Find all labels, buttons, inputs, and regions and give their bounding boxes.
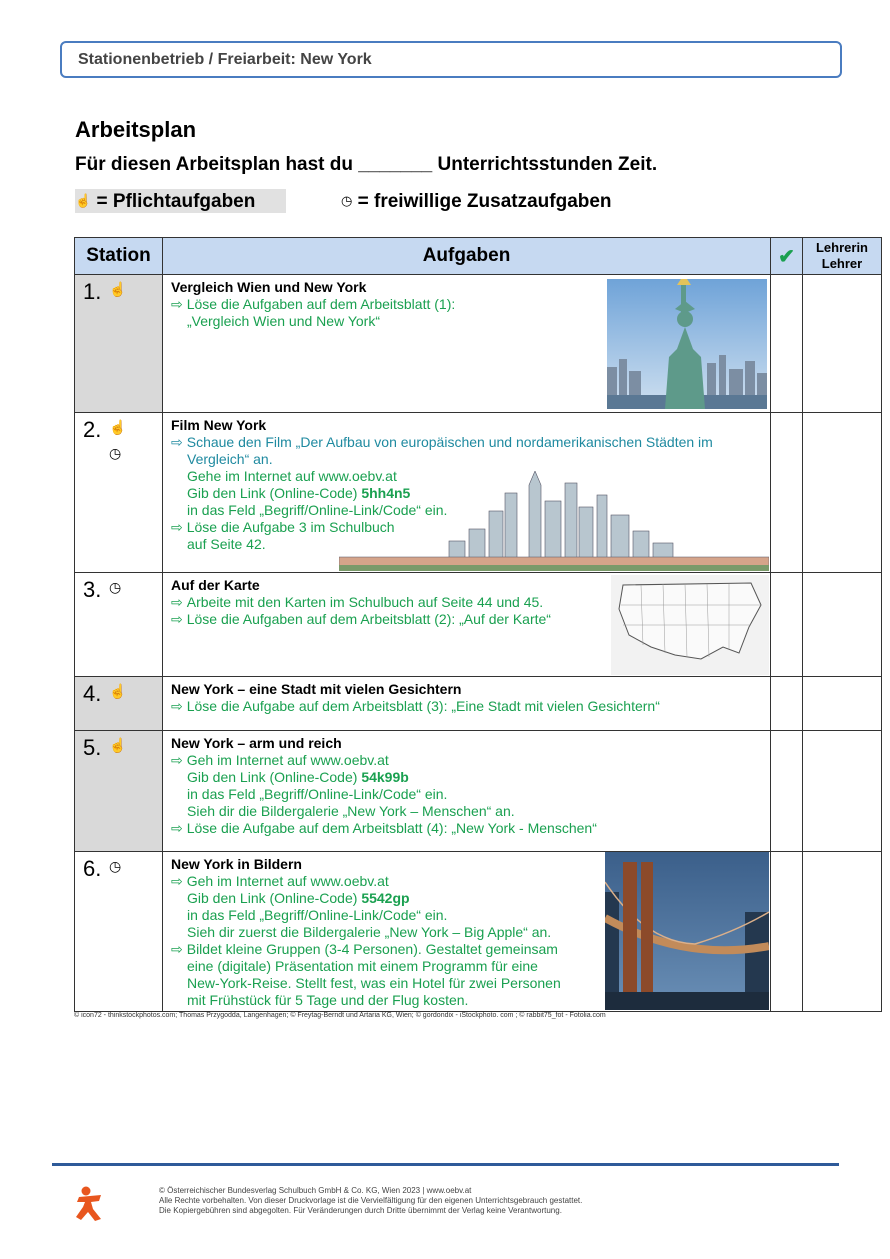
image-credits: © icon72 - thinkstockphotos.com; Thomas Przygodda, Langenhagen; © Freytag-Berndt und Artaria KG, Wien; © gordondix - iStockphoto. com ; © rabbit75_fot - Fotolia.com — [74, 1012, 606, 1019]
task-line-text: Löse die Aufgaben auf dem Arbeitsblatt (2): „Auf der Karte“ — [186, 611, 551, 627]
arrow-right-icon: ⇨ — [171, 752, 183, 768]
task-title: New York – eine Stadt mit vielen Gesichtern — [171, 681, 462, 697]
task-line — [171, 485, 762, 502]
task-cell — [163, 275, 771, 413]
teacher-cell — [803, 852, 882, 1012]
legend-optional — [341, 189, 612, 213]
arrow-right-icon: ⇨ — [171, 941, 183, 957]
teacher-cell — [803, 275, 882, 413]
header-tasks: Aufgaben — [163, 238, 771, 275]
task-cell — [163, 573, 771, 677]
table-header-row — [75, 238, 882, 275]
task-line — [171, 594, 762, 611]
task-line-text: in das Feld „Begriff/Online-Link/Code“ ein. — [187, 786, 448, 802]
table-row — [75, 731, 882, 852]
task-line — [171, 907, 762, 924]
table-row — [75, 677, 882, 731]
task-title: Auf der Karte — [171, 577, 260, 593]
task-title: New York in Bildern — [171, 856, 302, 872]
clock-icon: ◷ — [109, 579, 122, 595]
task-line — [171, 536, 762, 553]
check-cell — [771, 731, 803, 852]
station-number: 6. — [83, 856, 102, 881]
task-line-text: in das Feld „Begriff/Online-Link/Code“ ein. — [187, 502, 448, 518]
check-cell — [771, 275, 803, 413]
task-line-text: Gib den Link (Online-Code) — [187, 890, 362, 906]
check-cell — [771, 852, 803, 1012]
page-title: Arbeitsplan — [75, 117, 197, 142]
arrow-right-icon: ⇨ — [171, 820, 183, 836]
work-plan-table — [74, 237, 882, 1012]
page-subtitle: Für diesen Arbeitsplan hast du _______ Unterrichtsstunden Zeit. — [75, 154, 658, 175]
arrow-right-icon: ⇨ — [171, 296, 183, 312]
task-line — [171, 975, 762, 992]
check-cell — [771, 677, 803, 731]
task-line — [171, 752, 762, 769]
online-code: 5hh4n5 — [361, 485, 411, 501]
teacher-cell — [803, 677, 882, 731]
task-line-text: Gib den Link (Online-Code) — [187, 485, 362, 501]
teacher-cell — [803, 731, 882, 852]
task-line — [171, 941, 762, 958]
arrow-right-icon: ⇨ — [171, 594, 183, 610]
task-line-text: Sieh dir zuerst die Bildergalerie „New York – Big Apple“ an. — [187, 924, 552, 940]
legend-mandatory — [75, 189, 286, 213]
task-title: New York – arm und reich — [171, 735, 342, 751]
legend-optional-label: = freiwillige Zusatzaufgaben — [357, 191, 612, 212]
hand-pointer-icon: ☝ — [109, 683, 127, 699]
task-line-text: Arbeite mit den Karten im Schulbuch auf Seite 44 und 45. — [186, 594, 544, 610]
station-number: 5. — [83, 735, 102, 760]
header-box — [60, 41, 842, 78]
task-line — [171, 992, 762, 1009]
arrow-right-icon: ⇨ — [171, 873, 183, 889]
check-cell — [771, 573, 803, 677]
task-cell — [163, 677, 771, 731]
station-number: 1. — [83, 279, 102, 304]
task-line — [171, 468, 762, 485]
task-line — [171, 873, 762, 890]
clock-icon: ◷ — [341, 193, 353, 208]
task-line-text: „Vergleich Wien und New York“ — [187, 313, 380, 329]
task-line-text: Löse die Aufgabe auf dem Arbeitsblatt (3): „Eine Stadt mit vielen Gesichtern“ — [186, 698, 660, 714]
task-cell — [163, 413, 771, 573]
hand-pointer-icon: ☝ — [109, 419, 127, 435]
hand-pointer-icon: ☝ — [75, 193, 92, 208]
clock-icon: ◷ — [109, 445, 122, 461]
table-row — [75, 413, 882, 573]
task-cell — [163, 731, 771, 852]
task-line — [171, 434, 762, 451]
teacher-cell — [803, 573, 882, 677]
task-line-text: Gib den Link (Online-Code) — [187, 769, 362, 785]
arrow-right-icon: ⇨ — [171, 698, 183, 714]
footer-line-1: © Österreichischer Bundesverlag Schulbuch GmbH & Co. KG, Wien 2023 | www.oebv.at — [159, 1186, 472, 1195]
footer-divider — [52, 1163, 839, 1166]
task-line — [171, 803, 762, 820]
task-line-text: Löse die Aufgabe 3 im Schulbuch — [186, 519, 395, 535]
task-line-text: Vergleich“ an. — [187, 451, 273, 467]
table-row — [75, 573, 882, 677]
task-line — [171, 958, 762, 975]
task-line — [171, 519, 762, 536]
station-number: 4. — [83, 681, 102, 706]
arrow-right-icon: ⇨ — [171, 611, 183, 627]
header-station: Station — [75, 238, 163, 275]
task-line — [171, 820, 762, 837]
table-row — [75, 852, 882, 1012]
footer-line-2: Alle Rechte vorbehalten. Von dieser Druckvorlage ist die Vervielfältigung für den eigenen Unterrichtsgebrauch gestattet. — [159, 1196, 583, 1205]
hand-pointer-icon: ☝ — [109, 281, 127, 297]
task-line-text: Sieh dir die Bildergalerie „New York – Menschen“ an. — [187, 803, 515, 819]
task-line — [171, 698, 762, 715]
clock-icon: ◷ — [109, 858, 122, 874]
station-number: 3. — [83, 577, 102, 602]
arrow-right-icon: ⇨ — [171, 434, 183, 450]
online-code: 54k99b — [361, 769, 409, 785]
task-line-text: Löse die Aufgaben auf dem Arbeitsblatt (1): — [186, 296, 456, 312]
task-line-text: Geh im Internet auf www.oebv.at — [186, 752, 389, 768]
task-line-text: Bildet kleine Gruppen (3-4 Personen). Gestaltet gemeinsam — [186, 941, 558, 957]
checkmark-icon: ✔ — [771, 238, 803, 275]
table-row — [75, 275, 882, 413]
task-line — [171, 313, 762, 330]
task-line-text: eine (digitale) Präsentation mit einem Programm für eine — [187, 958, 538, 974]
task-line-text: Gehe im Internet auf www.oebv.at — [187, 468, 397, 484]
task-line-text: auf Seite 42. — [187, 536, 266, 552]
task-title: Vergleich Wien und New York — [171, 279, 367, 295]
check-cell — [771, 413, 803, 573]
task-line — [171, 296, 762, 313]
teacher-cell — [803, 413, 882, 573]
station-cell — [75, 275, 163, 413]
publisher-logo-icon — [71, 1185, 109, 1223]
task-line — [171, 769, 762, 786]
task-line-text: mit Frühstück für 5 Tage und der Flug kosten. — [187, 992, 469, 1008]
header-title: Stationenbetrieb / Freiarbeit: New York — [78, 51, 372, 68]
task-line — [171, 451, 762, 468]
task-line — [171, 611, 762, 628]
station-cell — [75, 677, 163, 731]
station-cell — [75, 731, 163, 852]
task-line — [171, 924, 762, 941]
footer-line-3: Die Kopiergebühren sind abgegolten. Für Veränderungen durch Dritte übernimmt der Verlag keine Verantwortung. — [159, 1206, 562, 1215]
task-line-text: Löse die Aufgabe auf dem Arbeitsblatt (4): „New York - Menschen“ — [186, 820, 597, 836]
station-cell — [75, 852, 163, 1012]
task-line — [171, 890, 762, 907]
station-number: 2. — [83, 417, 102, 442]
station-cell — [75, 573, 163, 677]
arrow-right-icon: ⇨ — [171, 519, 183, 535]
hand-pointer-icon: ☝ — [109, 737, 127, 753]
task-cell — [163, 852, 771, 1012]
task-line — [171, 502, 762, 519]
task-line-text: New-York-Reise. Stellt fest, was ein Hotel für zwei Personen — [187, 975, 561, 991]
task-line-text: in das Feld „Begriff/Online-Link/Code“ ein. — [187, 907, 448, 923]
task-line — [171, 786, 762, 803]
task-line-text: Schaue den Film „Der Aufbau von europäischen und nordamerikanischen Städten im — [186, 434, 713, 450]
footer-text — [159, 1186, 582, 1216]
task-title: Film New York — [171, 417, 267, 433]
task-line-text: Geh im Internet auf www.oebv.at — [186, 873, 389, 889]
legend-mandatory-label: = Pflichtaufgaben — [96, 191, 256, 212]
header-teacher: Lehrerin Lehrer — [803, 238, 882, 275]
online-code: 5542gp — [361, 890, 410, 906]
station-cell — [75, 413, 163, 573]
